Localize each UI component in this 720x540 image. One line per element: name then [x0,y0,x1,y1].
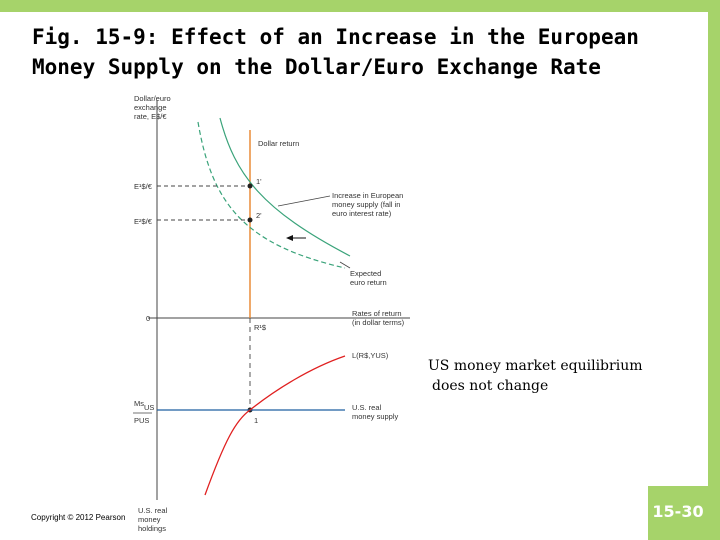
ms-us-label: US [144,403,155,412]
yaxis-label-1: Dollar/euro [134,94,171,103]
slide-number: 15-30 [652,502,704,521]
real-supply-label-1: U.S. real [352,403,382,412]
shift-arrow-icon [286,235,293,241]
real-supply-label-2: money supply [352,412,399,421]
shift-label-2: money supply (fall in [332,200,401,209]
shift-leader-line [278,196,330,206]
point-2-label: 2' [256,211,262,220]
title-line-2: Money Supply on the Dollar/Euro Exchange Rate [32,55,601,79]
note-line-2: does not change [432,378,549,394]
r-label: R¹$ [254,323,267,332]
note-line-1: US money market equilibrium [428,358,643,374]
yaxis-label-3: rate, E$/€ [134,112,167,121]
e2-label: E²$/€ [134,217,152,226]
point-money-label: 1 [254,416,259,425]
holdings-label-1: U.S. real [138,506,168,515]
expected-return-label-2: euro return [350,278,387,287]
rates-label-1: Rates of return [352,309,402,318]
ms-label: Ms [134,399,144,408]
equilibrium-point-2 [248,218,253,223]
rates-label-2: (in dollar terms) [352,318,405,327]
holdings-label-2: money [138,515,161,524]
copyright-text: Copyright © 2012 Pearson [31,513,126,522]
dollar-return-label: Dollar return [258,139,300,148]
zero-label: 0 [146,314,151,323]
shift-label-1: Increase in European [332,191,404,200]
point-1-label: 1' [256,177,262,186]
title-line-1: Fig. 15-9: Effect of an Increase in the European [32,25,639,49]
p-us-label: PUS [134,416,150,425]
yaxis-label-2: exchange [134,103,167,112]
slide-number-box [648,486,708,540]
e1-label: E¹$/€ [134,182,152,191]
holdings-label-3: holdings [138,524,166,533]
equilibrium-note [428,356,642,396]
liquidity-label: L(R$,YUS) [352,351,389,360]
expected-return-label-1: Expected [350,269,382,278]
shift-label-3: euro interest rate) [332,209,392,218]
equilibrium-point-1 [248,184,253,189]
money-demand-curve [205,356,345,495]
